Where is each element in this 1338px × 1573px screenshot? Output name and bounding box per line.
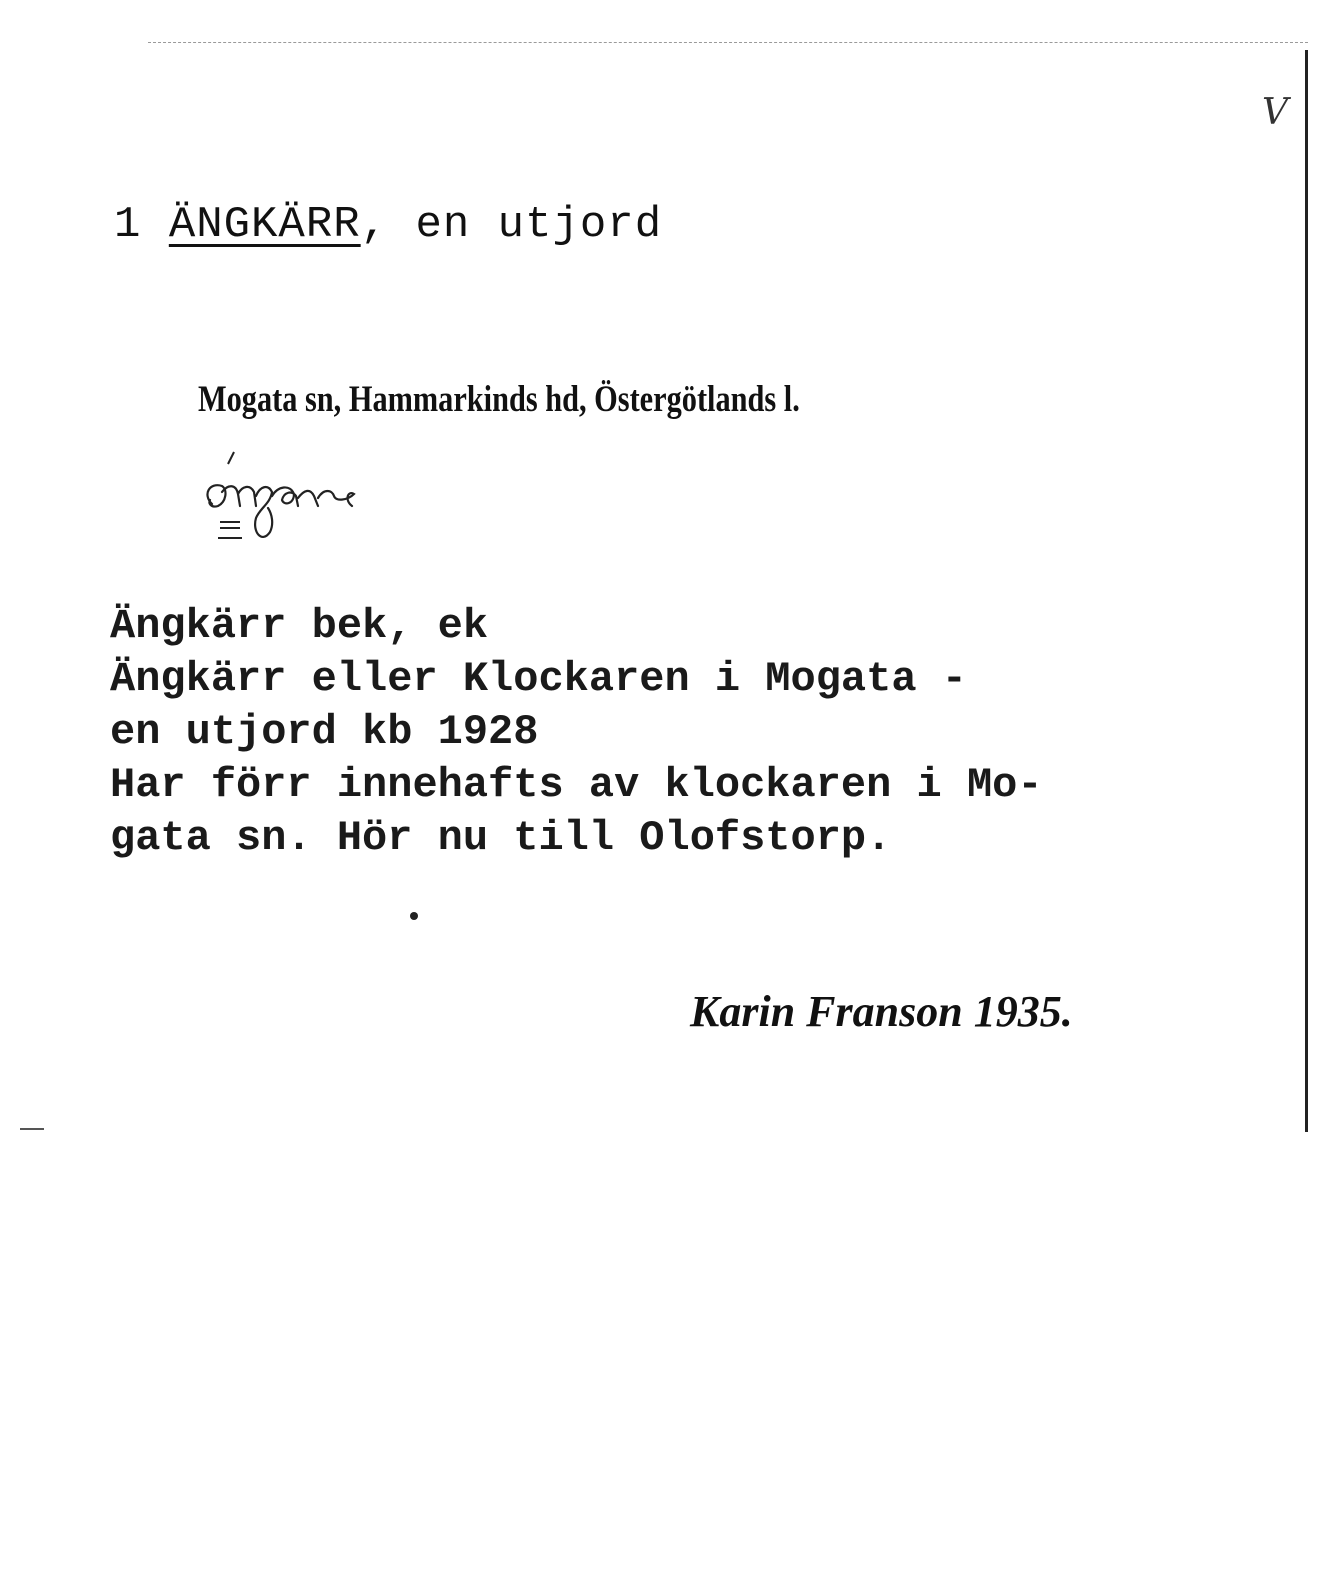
- card-title: [114, 200, 662, 250]
- entry-number: 1: [114, 200, 142, 250]
- entry-description: , en utjord: [360, 200, 663, 250]
- entry-body: [110, 600, 1043, 865]
- body-line: en utjord kb 1928: [110, 708, 539, 756]
- card-right-border: [1305, 50, 1308, 1132]
- ink-dot: [410, 912, 418, 920]
- body-line: Ängkärr bek, ek: [110, 602, 489, 650]
- body-line: gata sn. Hör nu till Olofstorp.: [110, 814, 892, 862]
- check-mark: V: [1262, 92, 1288, 133]
- handwritten-pronunciation: [198, 433, 388, 556]
- body-line: Har förr innehafts av klockaren i Mo-: [110, 761, 1043, 809]
- card-top-border: [148, 42, 1308, 43]
- parish-location: Mogata sn, Hammarkinds hd, Östergötlands l.: [198, 379, 800, 420]
- signature: Karin Franson 1935.: [690, 987, 1073, 1036]
- body-line: Ängkärr eller Klockaren i Mogata -: [110, 655, 967, 703]
- left-edge-mark: [20, 1128, 44, 1130]
- handwritten-text: ängjär: [198, 433, 238, 450]
- entry-headword: ÄNGKÄRR: [168, 200, 361, 250]
